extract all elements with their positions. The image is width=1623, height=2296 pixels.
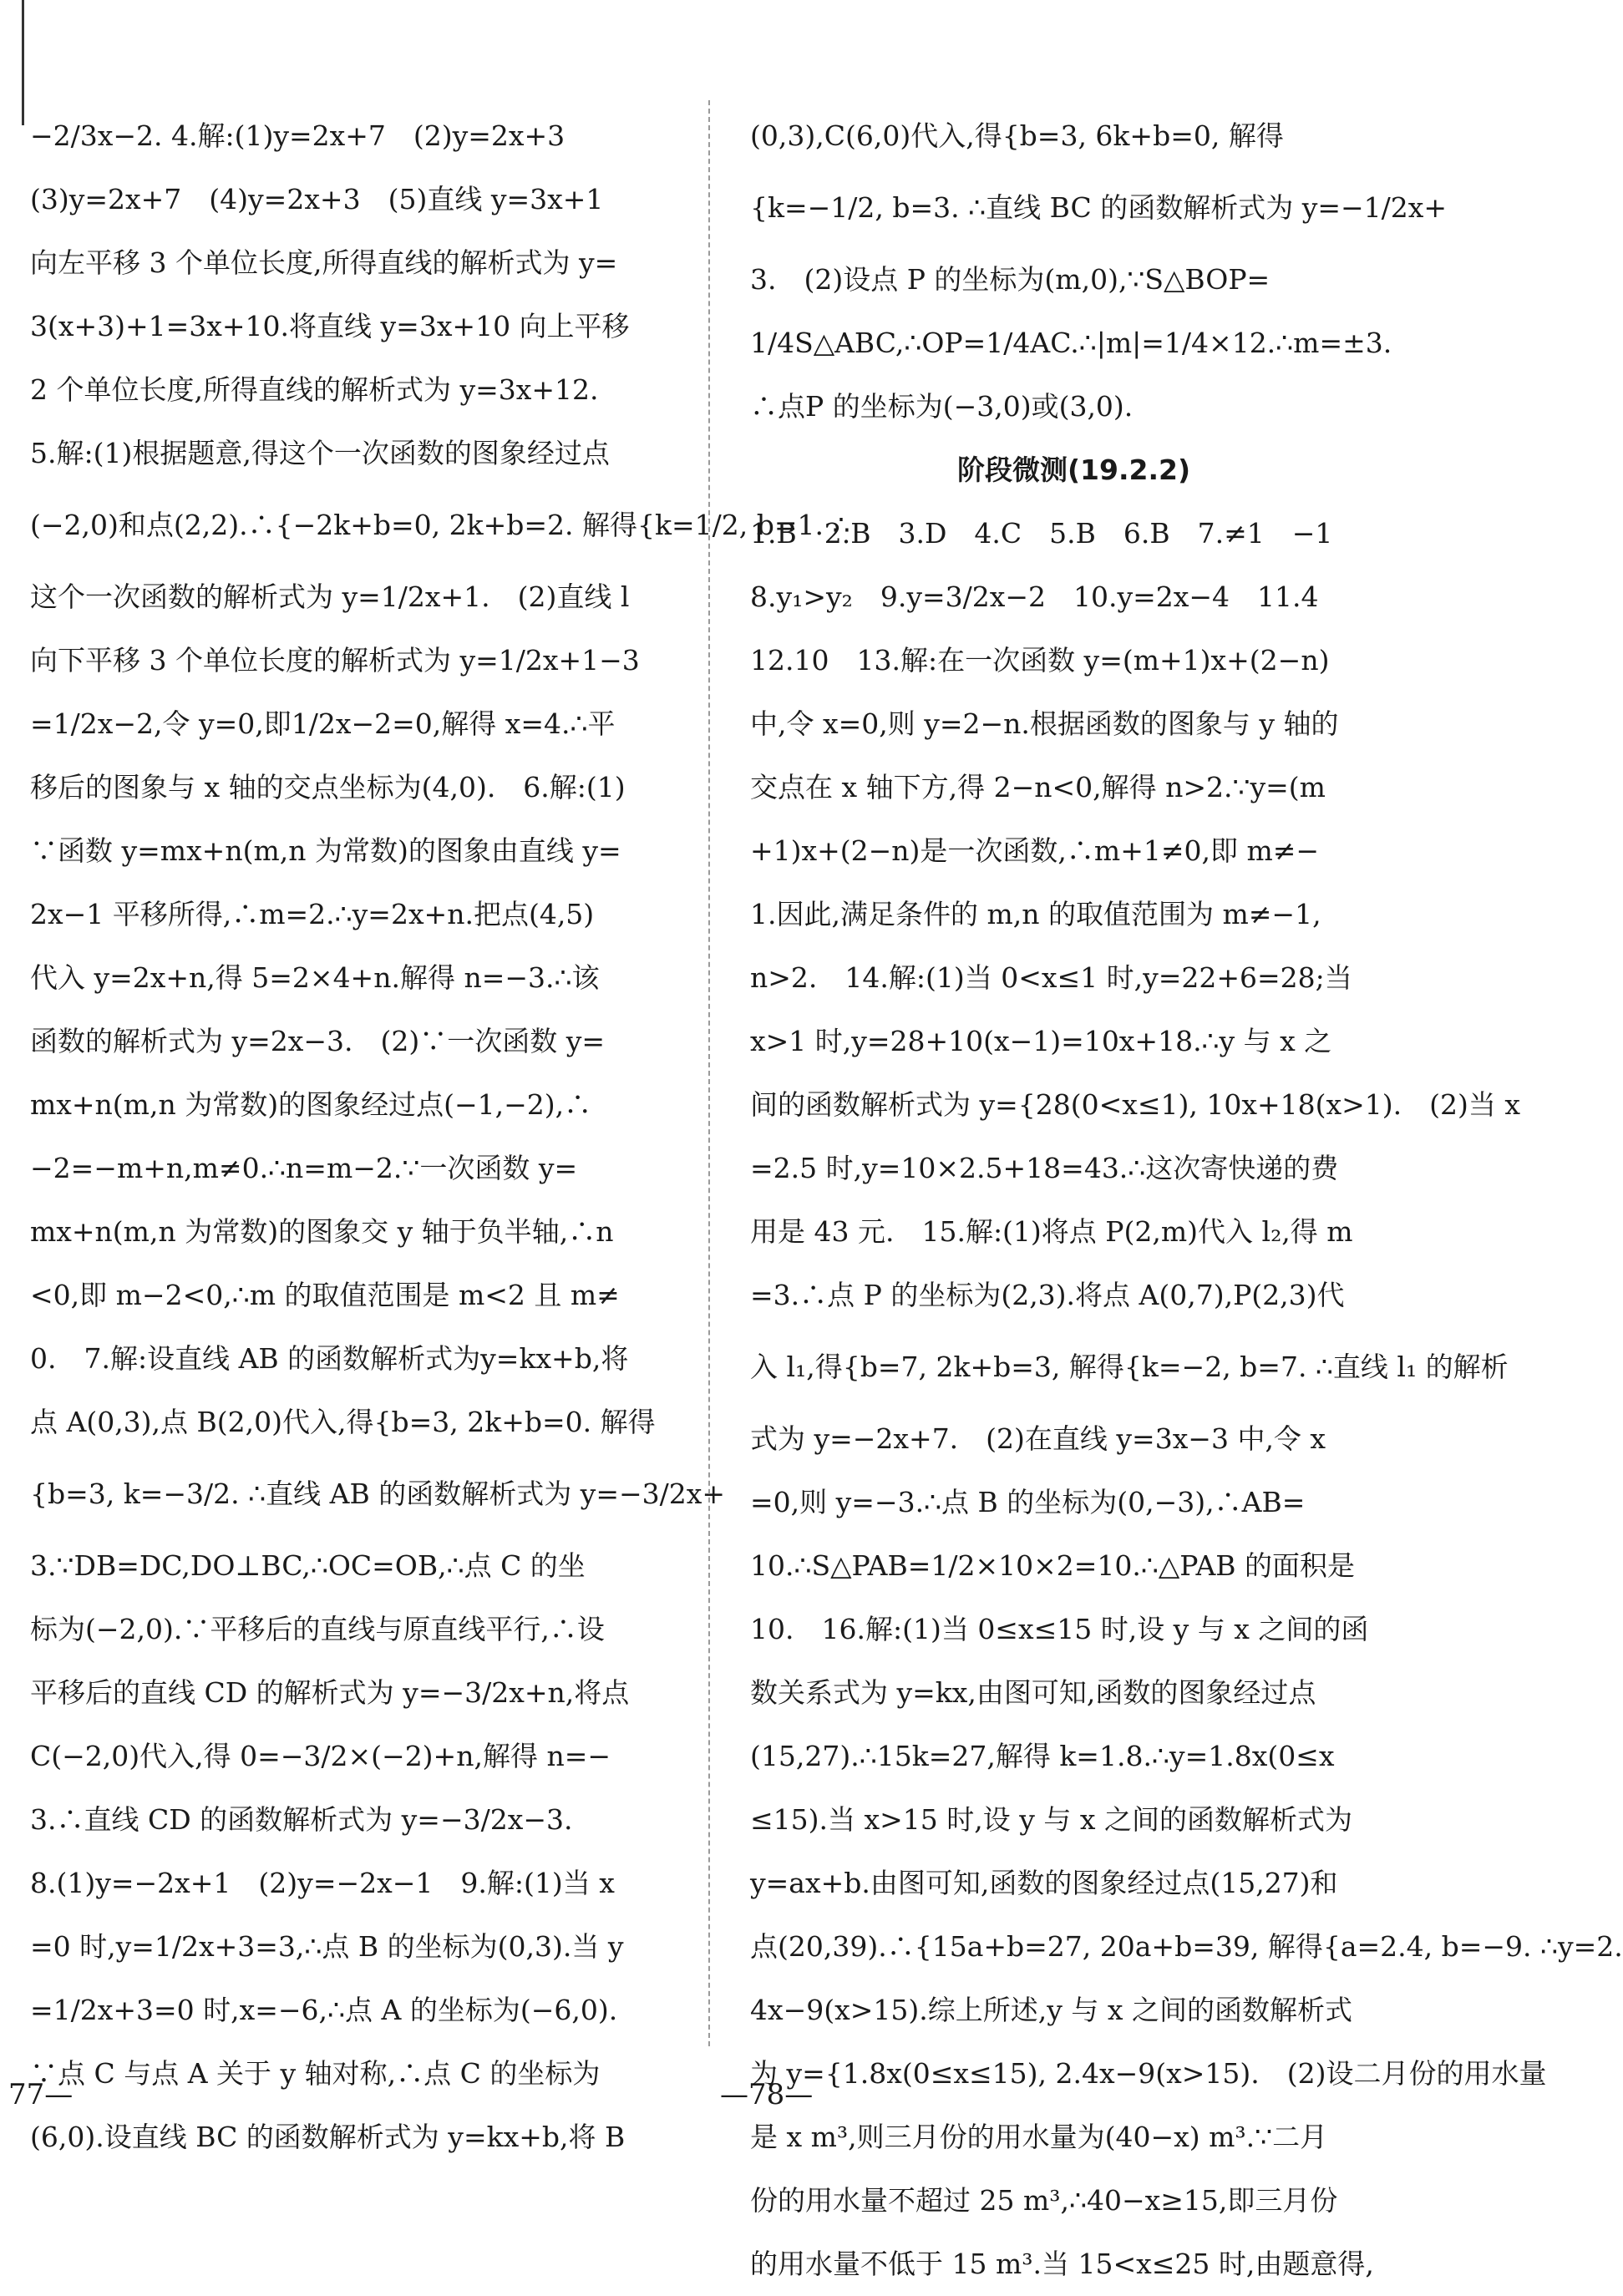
text-line: 用是 43 元. 15.解:(1)将点 P(2,m)代入 l₂,得 m xyxy=(750,1215,1353,1248)
text-line: 数关系式为 y=kx,由图可知,函数的图象经过点 xyxy=(750,1676,1316,1709)
text-line: 3(x+3)+1=3x+10.将直线 y=3x+10 向上平移 xyxy=(30,310,630,342)
text-line: ∴点P 的坐标为(−3,0)或(3,0). xyxy=(750,390,1134,423)
text-line: 代入 y=2x+n,得 5=2×4+n.解得 n=−3.∴该 xyxy=(30,961,600,994)
text-line: 平移后的直线 CD 的解析式为 y=−3/2x+n,将点 xyxy=(30,1676,630,1709)
text-line: (−2,0)和点(2,2).∴{−2k+b=0, 2k+b=2. 解得{k=1/2, b=1. ∴ xyxy=(30,509,850,541)
text-line: 间的函数解析式为 y={28(0<x≤1), 10x+18(x>1). (2)当 x xyxy=(750,1088,1520,1121)
text-line: 8.(1)y=−2x+1 (2)y=−2x−1 9.解:(1)当 x xyxy=(30,1867,615,1899)
text-line: 向下平移 3 个单位长度的解析式为 y=1/2x+1−3 xyxy=(30,644,640,677)
text-line: +1)x+(2−n)是一次函数,∴m+1≠0,即 m≠− xyxy=(750,834,1320,867)
text-line: 标为(−2,0).∵平移后的直线与原直线平行,∴设 xyxy=(30,1613,605,1645)
text-line: 的用水量不低于 15 m³.当 15<x≤25 时,由题意得, xyxy=(750,2248,1374,2280)
text-line: 2x−1 平移所得,∴m=2.∴y=2x+n.把点(4,5) xyxy=(30,898,595,930)
text-line: =0 时,y=1/2x+3=3,∴点 B 的坐标为(0,3).当 y xyxy=(30,1930,624,1963)
page-number-right: —78— xyxy=(720,2078,814,2111)
text-line: 份的用水量不超过 25 m³,∴40−x≥15,即三月份 xyxy=(750,2184,1338,2217)
text-line: =2.5 时,y=10×2.5+18=43.∴这次寄快递的费 xyxy=(750,1152,1339,1184)
text-line: 1.B 2.B 3.D 4.C 5.B 6.B 7.≠1 −1 xyxy=(750,517,1333,550)
text-line: ≤15).当 x>15 时,设 y 与 x 之间的函数解析式为 xyxy=(750,1803,1352,1836)
text-line: 函数的解析式为 y=2x−3. (2)∵一次函数 y= xyxy=(30,1025,606,1057)
text-line: 交点在 x 轴下方,得 2−n<0,解得 n>2.∵y=(m xyxy=(750,771,1326,803)
text-line: 移后的图象与 x 轴的交点坐标为(4,0). 6.解:(1) xyxy=(30,771,626,803)
text-line: 式为 y=−2x+7. (2)在直线 y=3x−3 中,令 x xyxy=(750,1422,1326,1455)
text-line: 4x−9(x>15).综上所述,y 与 x 之间的函数解析式 xyxy=(750,1994,1352,2026)
text-line: ∵函数 y=mx+n(m,n 为常数)的图象由直线 y= xyxy=(30,834,621,867)
text-line: (3)y=2x+7 (4)y=2x+3 (5)直线 y=3x+1 xyxy=(30,183,604,215)
text-line: −2/3x−2. 4.解:(1)y=2x+7 (2)y=2x+3 xyxy=(30,119,566,152)
text-line: =3.∴点 P 的坐标为(2,3).将点 A(0,7),P(2,3)代 xyxy=(750,1279,1345,1311)
text-line: 入 l₁,得{b=7, 2k+b=3, 解得{k=−2, b=7. ∴直线 l₁ 的解析 xyxy=(750,1351,1509,1383)
text-line: mx+n(m,n 为常数)的图象经过点(−1,−2),∴ xyxy=(30,1088,592,1121)
section-heading: 阶段微测(19.2.2) xyxy=(956,454,1191,486)
page-number-left: 77— xyxy=(8,2078,74,2111)
text-line: =0,则 y=−3.∴点 B 的坐标为(0,−3),∴AB= xyxy=(750,1486,1306,1518)
text-line: (15,27).∴15k=27,解得 k=1.8.∴y=1.8x(0≤x xyxy=(750,1740,1335,1772)
text-line: <0,即 m−2<0,∴m 的取值范围是 m<2 且 m≠ xyxy=(30,1279,620,1311)
text-line: n>2. 14.解:(1)当 0<x≤1 时,y=22+6=28;当 xyxy=(750,961,1352,994)
text-line: mx+n(m,n 为常数)的图象交 y 轴于负半轴,∴n xyxy=(30,1215,614,1248)
text-line: 3. (2)设点 P 的坐标为(m,0),∵S△BOP= xyxy=(750,263,1271,296)
text-line: 8.y₁>y₂ 9.y=3/2x−2 10.y=2x−4 11.4 xyxy=(750,580,1319,613)
text-line: 2 个单位长度,所得直线的解析式为 y=3x+12. xyxy=(30,373,599,406)
text-line: 中,令 x=0,则 y=2−n.根据函数的图象与 y 轴的 xyxy=(750,707,1339,740)
text-line: x>1 时,y=28+10(x−1)=10x+18.∴y 与 x 之 xyxy=(750,1025,1332,1057)
text-line: ∵点 C 与点 A 关于 y 轴对称,∴点 C 的坐标为 xyxy=(30,2057,601,2090)
text-line: 1/4S△ABC,∴OP=1/4AC.∴|m|=1/4×12.∴m=±3. xyxy=(750,327,1392,359)
text-line: (0,3),C(6,0)代入,得{b=3, 6k+b=0, 解得 xyxy=(750,119,1284,152)
text-line: {k=−1/2, b=3. ∴直线 BC 的函数解析式为 y=−1/2x+ xyxy=(750,191,1448,224)
text-line: 为 y={1.8x(0≤x≤15), 2.4x−9(x>15). (2)设二月份的用水量 xyxy=(750,2057,1547,2090)
text-line: 这个一次函数的解析式为 y=1/2x+1. (2)直线 l xyxy=(30,580,630,613)
text-line: 3.∵DB=DC,DO⊥BC,∴OC=OB,∴点 C 的坐 xyxy=(30,1549,586,1582)
text-line: C(−2,0)代入,得 0=−3/2×(−2)+n,解得 n=− xyxy=(30,1740,611,1772)
text-line: 点 A(0,3),点 B(2,0)代入,得{b=3, 2k+b=0. 解得 xyxy=(30,1406,656,1438)
text-line: 5.解:(1)根据题意,得这个一次函数的图象经过点 xyxy=(30,437,610,469)
page-edge-line xyxy=(22,0,24,125)
text-line: (6,0).设直线 BC 的函数解析式为 y=kx+b,将 B xyxy=(30,2121,626,2153)
right-column xyxy=(750,104,1623,2296)
text-line: 1.因此,满足条件的 m,n 的取值范围为 m≠−1, xyxy=(750,898,1321,930)
text-line: 是 x m³,则三月份的用水量为(40−x) m³.∵二月 xyxy=(750,2121,1328,2153)
text-line: 向左平移 3 个单位长度,所得直线的解析式为 y= xyxy=(30,246,618,279)
column-divider xyxy=(708,100,710,2046)
text-line: −2=−m+n,m≠0.∴n=m−2.∵一次函数 y= xyxy=(30,1152,578,1184)
text-line: 点(20,39).∴{15a+b=27, 20a+b=39, 解得{a=2.4, b=−9. ∴y=2. xyxy=(750,1930,1623,1963)
text-line: =1/2x+3=0 时,x=−6,∴点 A 的坐标为(−6,0). xyxy=(30,1994,618,2026)
text-line: =1/2x−2,令 y=0,即1/2x−2=0,解得 x=4.∴平 xyxy=(30,707,616,740)
text-line: y=ax+b.由图可知,函数的图象经过点(15,27)和 xyxy=(750,1867,1338,1899)
text-line: 10. 16.解:(1)当 0≤x≤15 时,设 y 与 x 之间的函 xyxy=(750,1613,1369,1645)
text-line: 10.∴S△PAB=1/2×10×2=10.∴△PAB 的面积是 xyxy=(750,1549,1356,1582)
text-line: 0. 7.解:设直线 AB 的函数解析式为y=kx+b,将 xyxy=(30,1342,629,1375)
text-line: 3.∴直线 CD 的函数解析式为 y=−3/2x−3. xyxy=(30,1803,573,1836)
text-line: {b=3, k=−3/2. ∴直线 AB 的函数解析式为 y=−3/2x+ xyxy=(30,1477,725,1510)
text-line: 12.10 13.解:在一次函数 y=(m+1)x+(2−n) xyxy=(750,644,1330,677)
